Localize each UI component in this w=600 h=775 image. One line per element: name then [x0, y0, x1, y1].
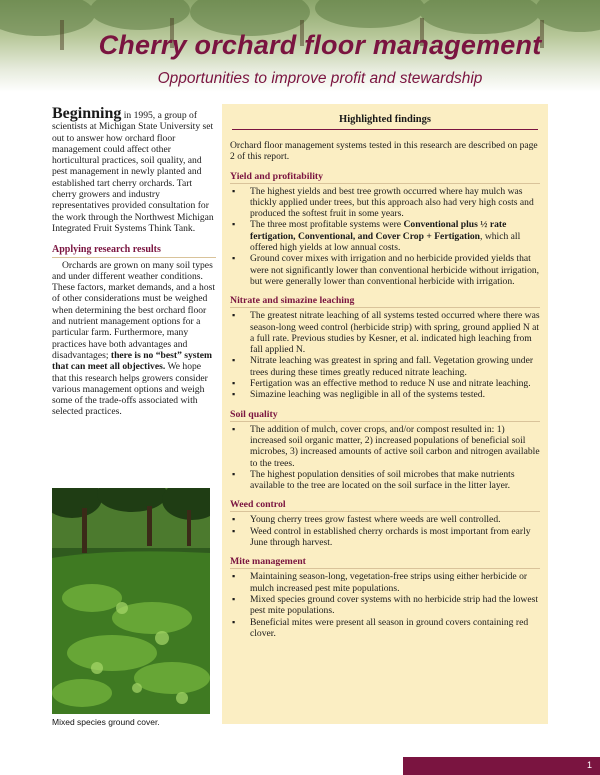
list-item: ▪ The highest yields and best tree growth occurred where hay mulch was thickly applied under trees, but this approach also had very high costs and produced the softest fruit in some years. [230, 186, 540, 220]
applying-text-b: We hope that this research helps growers consider various management options and weigh some of the trade-offs associated with selected practices. [52, 361, 208, 418]
list-item: ▪ Mixed species ground cover systems with no herbicide strip had the lowest pest mite populations. [230, 594, 540, 617]
findings-lead: Orchard floor management systems tested in this research are described on page 2 of this report. [230, 140, 538, 163]
list-item: ▪ Fertigation was an effective method to reduce N use and nitrate leaching. [230, 378, 540, 389]
yield-list [230, 186, 540, 288]
list-item-text: , which all offered high yields at low annual costs. [250, 230, 521, 254]
applying-paragraph [52, 260, 216, 418]
section-heading-weed: Weed control [230, 499, 540, 512]
list-item: ▪ The highest population densities of soil microbes that make nutrients available to the tree are located on the soil surface in the litter layer. [230, 469, 540, 492]
section-heading-nitrate: Nitrate and simazine leaching [230, 295, 540, 308]
list-item: ▪ Ground cover mixes with irrigation and no herbicide provided yields that were not significantly lower than conventional herbicide without irrigation, but were generally lower than conventional herbicide with irrigation. [230, 253, 540, 287]
photo-caption: Mixed species ground cover. [52, 717, 160, 727]
left-column [52, 105, 216, 418]
list-item [230, 219, 540, 253]
soil-list [230, 424, 540, 492]
findings-title: Highlighted findings [232, 110, 538, 130]
ground-cover-photo [52, 488, 210, 714]
list-item: ▪ Weed control in established cherry orchards is most important from early June through harvest. [230, 526, 540, 549]
list-item: ▪ Young cherry trees grow fastest where weeds are well controlled. [230, 514, 540, 525]
highlighted-findings-box [222, 104, 548, 724]
applying-text-bold: there is no “best” system that can meet all objectives. [52, 349, 212, 373]
applying-text-a: Orchards are grown on many soil types and under different weather conditions. These factors, market demands, and a host of other considerations must be weighed when determining the best orchard floor and nutrient management options for a particular farm. Furthermore, many practices have both advantages and disadvantages; [52, 259, 216, 361]
list-item: ▪ The greatest nitrate leaching of all systems tested occurred where there was season-long weed control (herbicide strip) with spring, ground applied N at a full rate. Previous studies by Kesner, et al. indicated high leaching from fall applied N. [230, 310, 540, 355]
page-title: Cherry orchard floor management [98, 30, 542, 60]
page-number: 1 [586, 760, 592, 770]
intro-dropcap: Beginning [52, 105, 122, 122]
nitrate-list [230, 310, 540, 400]
intro-text: in 1995, a group of scientists at Michigan State University set out to answer how orchard floor management could affect other horticultural practices, soil quality, and pest management in newly planted and established tart cherry orchards. Tart cherry growers and industry representatives provided consultation for the work through the Northwest Michigan Integrated Fruit Systems Think Tank. [52, 110, 214, 234]
mite-list [230, 571, 540, 639]
list-item-bold: Conventional plus ½ rate fertigation, Conventional, and Cover Crop + Fertigation [250, 219, 507, 242]
list-item: ▪ Beneficial mites were present all season in ground covers containing red clover. [230, 617, 540, 640]
list-item-text: The three most profitable systems were [250, 219, 404, 231]
section-heading-mite: Mite management [230, 556, 540, 569]
footer-bar [403, 757, 600, 775]
weed-list [230, 514, 540, 548]
page-subtitle: Opportunities to improve profit and stewardship [157, 70, 483, 87]
section-heading-yield: Yield and profitability [230, 171, 540, 184]
section-heading-soil: Soil quality [230, 409, 540, 422]
list-item: ▪ Maintaining season-long, vegetation-free strips using either herbicide or mulch increased pest mite populations. [230, 571, 540, 594]
list-item: ▪ Simazine leaching was negligible in all of the systems tested. [230, 389, 540, 400]
list-item: ▪ The addition of mulch, cover crops, and/or compost resulted in: 1) increased soil organic matter, 2) increased populations of beneficial soil microbes, 3) increased amounts of active soil carbon and nitrogen available to the trees. [230, 424, 540, 469]
applying-heading: Applying research results [52, 244, 216, 257]
intro-paragraph [52, 105, 216, 234]
list-item: ▪ Nitrate leaching was greatest in spring and fall. Vegetation growing under trees during these times greatly reduced nitrate leaching. [230, 355, 540, 378]
